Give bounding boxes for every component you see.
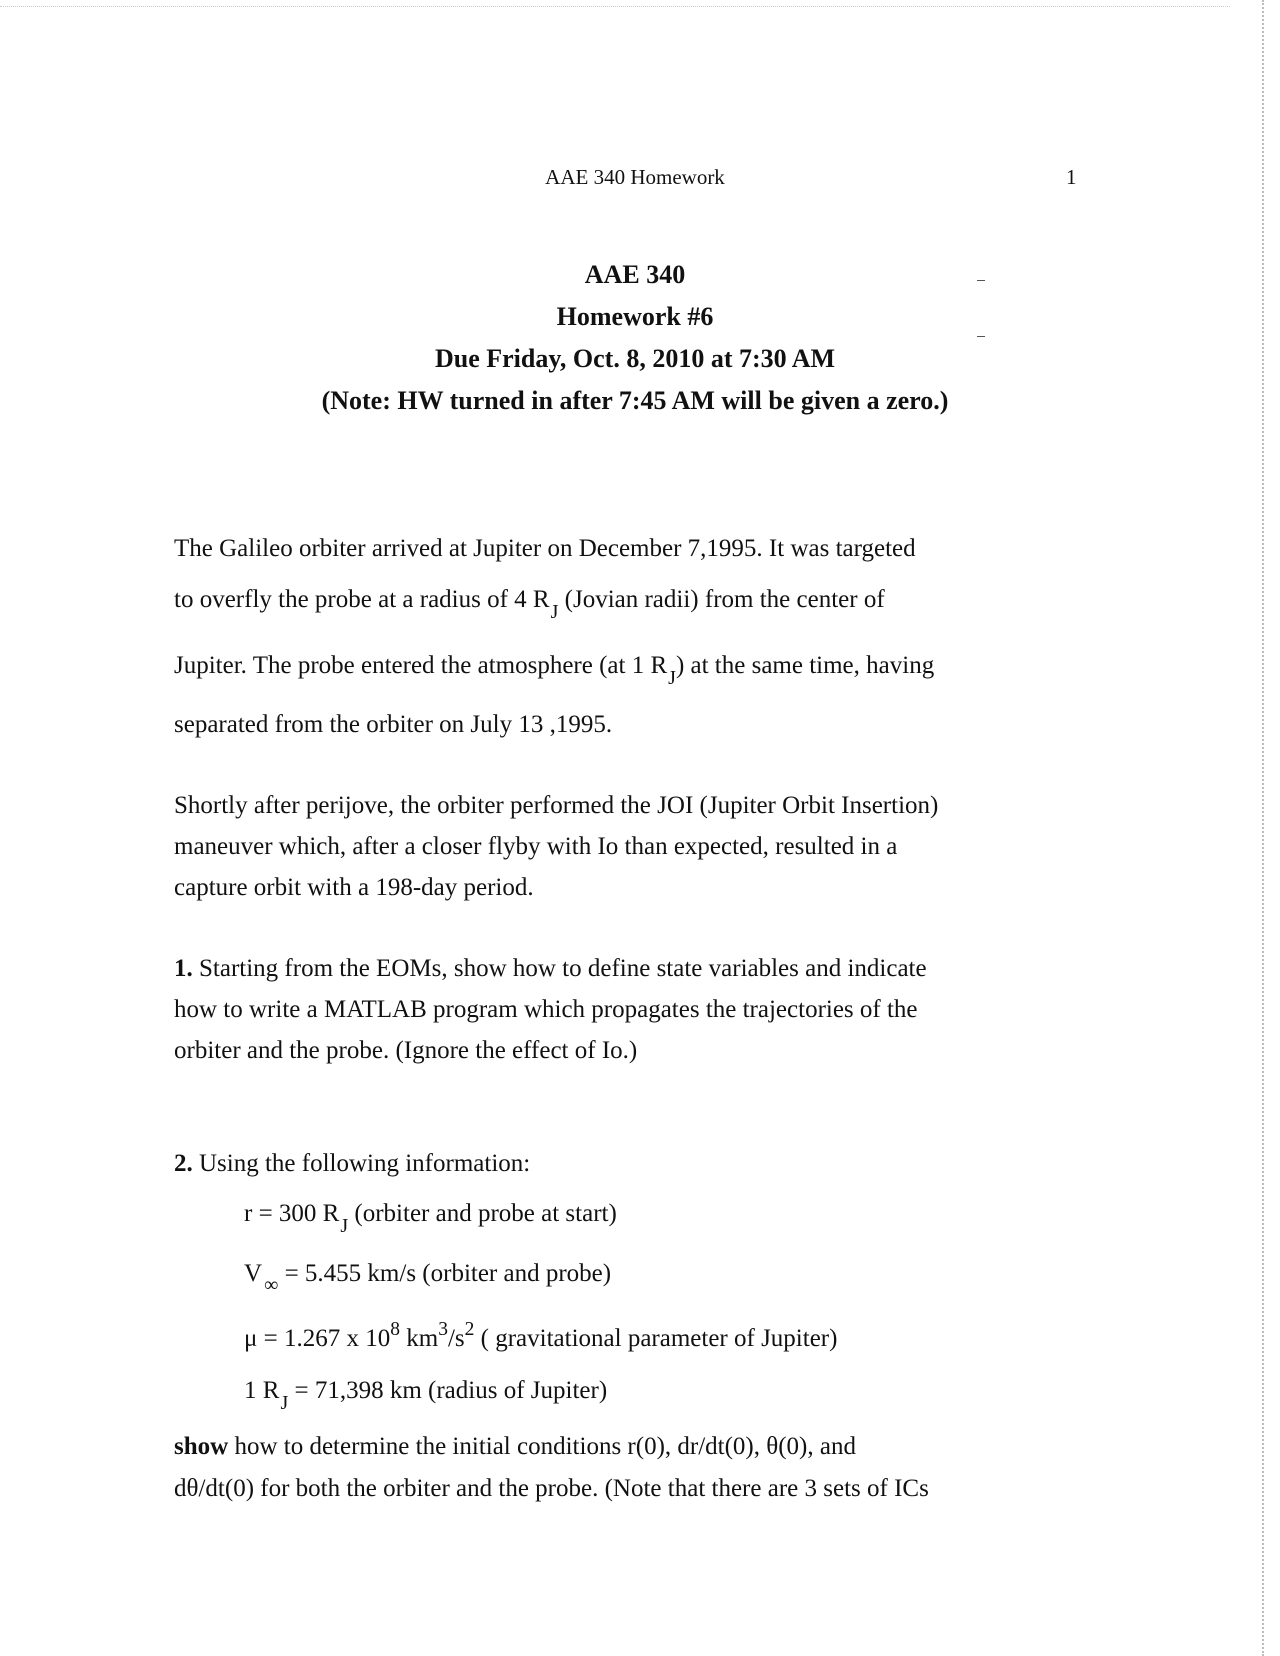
- given-radius: r = 300 $R_J$ (orbiter and probe at start): [244, 1200, 617, 1237]
- intro-line-3: Jupiter. The probe entered the atmosphere (at 1 $R_J$) at the same time, having: [174, 652, 935, 689]
- scan-edge-top: [0, 6, 1230, 7]
- scan-edge-right: [1262, 0, 1264, 1656]
- question-1-line-3: orbiter and the probe. (Ignore the effect of Io.): [174, 1037, 638, 1064]
- question-2-task-line-2: dθ/dt(0) for both the orbiter and the probe. (Note that there are 3 sets of ICs: [174, 1475, 929, 1502]
- given-jupiter-radius: 1 $R_J = 71,398$ km (radius of Jupiter): [244, 1377, 608, 1414]
- assignment-title: Homework #6: [556, 302, 714, 331]
- intro-line-2: to overfly the probe at a radius of 4 $R_J$ (Jovian radii) from the center of: [174, 586, 885, 623]
- question-2-intro: 2. Using the following information:: [174, 1150, 531, 1177]
- course-title: AAE 340: [584, 260, 686, 289]
- given-velocity: V $_\infty$ = 5.455 km/s (orbiter and probe): [244, 1260, 612, 1296]
- stray-mark: [977, 336, 985, 337]
- running-header: AAE 340 Homework: [545, 165, 725, 189]
- given-mu: μ = 1.267 x $10^8$ $km^3/s^2$ ( gravitational parameter of Jupiter): [244, 1319, 838, 1352]
- question-1-line-2: how to write a MATLAB program which propagates the trajectories of the: [174, 996, 918, 1023]
- late-note: (Note: HW turned in after 7:45 AM will be given a zero.): [321, 386, 949, 415]
- page-number: 1: [1066, 165, 1077, 189]
- joi-line-1: Shortly after perijove, the orbiter performed the JOI (Jupiter Orbit Insertion): [174, 792, 939, 819]
- intro-line-4: separated from the orbiter on July 13 ,1995.: [174, 711, 613, 738]
- due-date: Due Friday, Oct. 8, 2010 at 7:30 AM: [434, 344, 836, 373]
- question-2-task-line-1: show how to determine the initial conditions r(0), dr/dt(0), θ(0), and: [174, 1433, 856, 1460]
- stray-mark: [977, 280, 985, 281]
- intro-line-1: The Galileo orbiter arrived at Jupiter on December 7,1995. It was targeted: [174, 535, 916, 562]
- joi-line-3: capture orbit with a 198-day period.: [174, 874, 534, 901]
- question-1-line-1: 1. Starting from the EOMs, show how to define state variables and indicate: [174, 955, 927, 982]
- joi-line-2: maneuver which, after a closer flyby with Io than expected, resulted in a: [174, 833, 898, 860]
